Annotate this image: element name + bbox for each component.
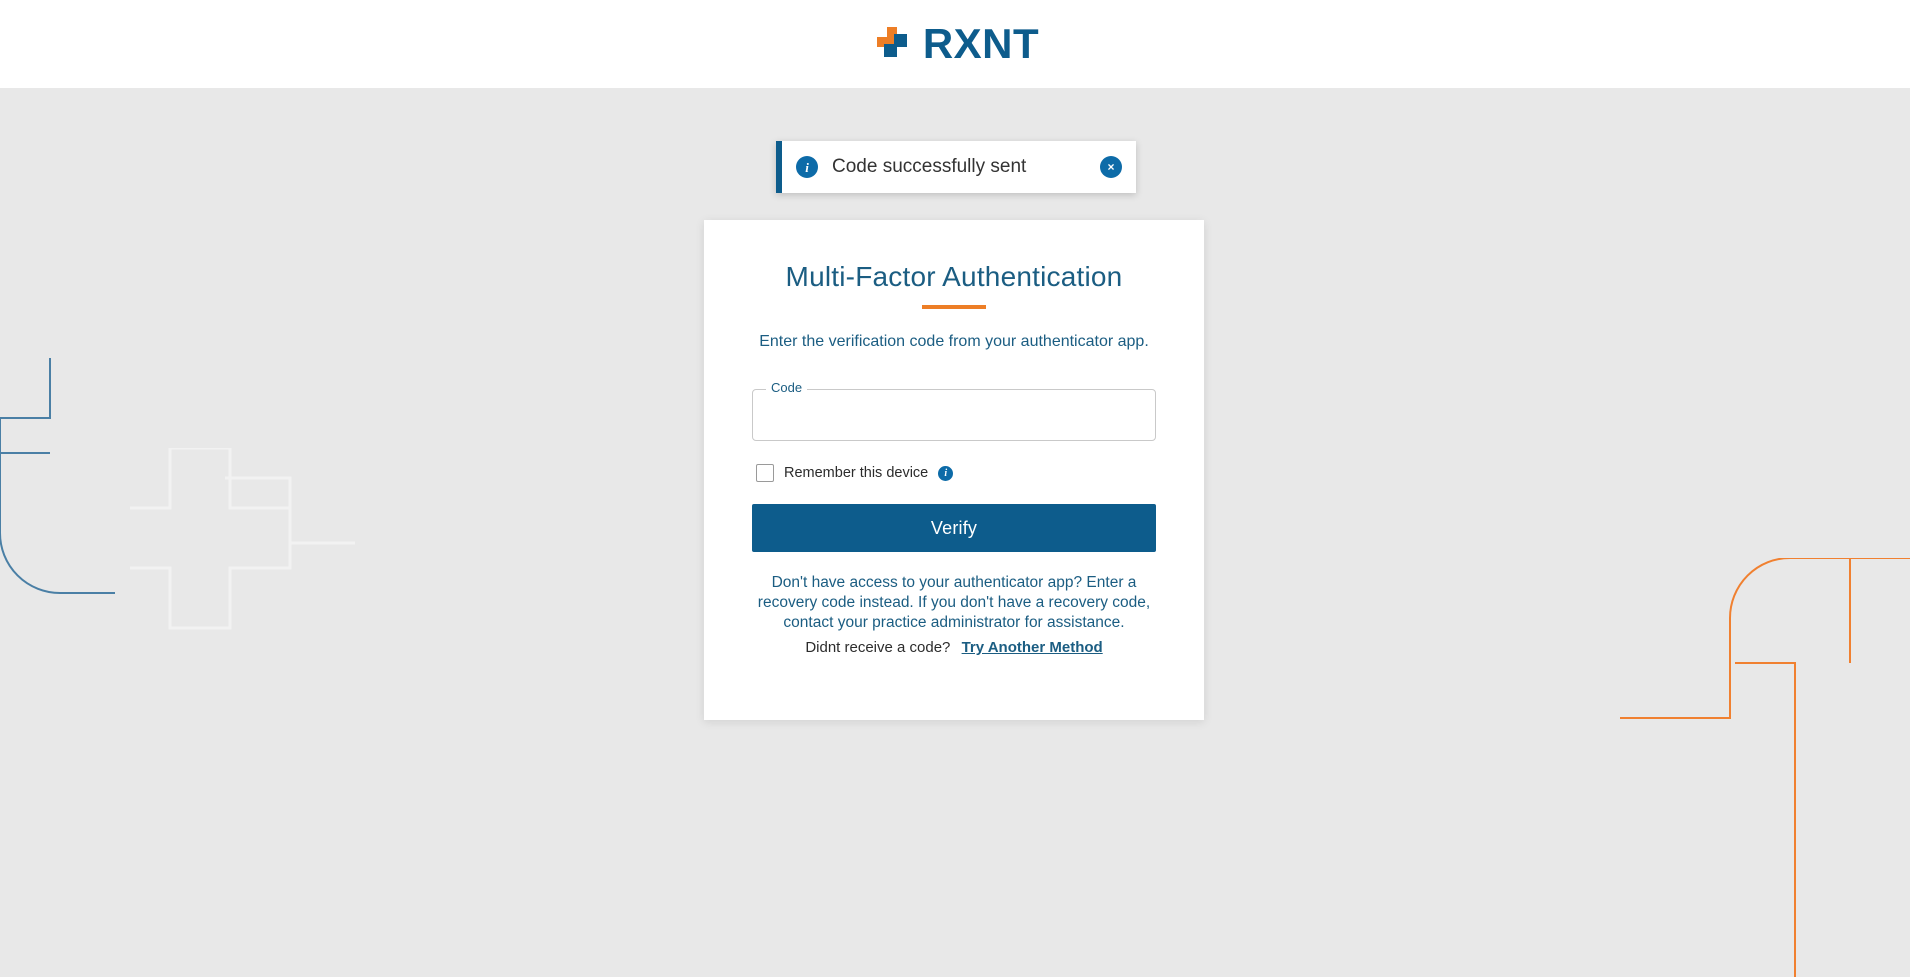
brand-name: RXNT xyxy=(922,20,1040,67)
decorative-shape-right xyxy=(1620,558,1910,977)
info-icon[interactable]: i xyxy=(938,466,953,481)
resend-prompt: Didnt receive a code? xyxy=(805,638,951,656)
page-body xyxy=(0,88,1910,977)
try-another-method-link[interactable]: Try Another Method xyxy=(961,638,1103,656)
close-icon[interactable]: × xyxy=(1100,156,1122,178)
code-field-wrapper xyxy=(752,380,1156,441)
remember-device-row xyxy=(752,464,1156,482)
title-underline xyxy=(922,305,986,309)
toast-message: Code successfully sent xyxy=(832,156,1027,177)
remember-device-checkbox[interactable] xyxy=(756,464,774,482)
mfa-card xyxy=(704,220,1204,720)
app-header xyxy=(0,0,1910,88)
brand-logo xyxy=(871,20,1040,67)
toast-notification xyxy=(776,141,1136,193)
remember-device-label: Remember this device xyxy=(784,465,929,482)
decorative-shape-middle xyxy=(130,448,420,648)
info-icon: i xyxy=(796,156,818,178)
card-subtitle: Enter the verification code from your authenticator app. xyxy=(759,333,1149,351)
decorative-shape-left xyxy=(0,358,270,718)
rxnt-cross-logo-icon xyxy=(871,23,913,65)
code-field-label: Code xyxy=(766,380,807,395)
resend-row xyxy=(752,639,1156,656)
recovery-help-text: Don't have access to your authenticator app? Enter a recovery code instead. If you don't have a recovery code, contact your practice administrator for assistance. xyxy=(757,574,1151,632)
page-title: Multi-Factor Authentication xyxy=(785,261,1123,292)
verify-button[interactable]: Verify xyxy=(752,504,1156,552)
code-input[interactable] xyxy=(753,390,1155,440)
